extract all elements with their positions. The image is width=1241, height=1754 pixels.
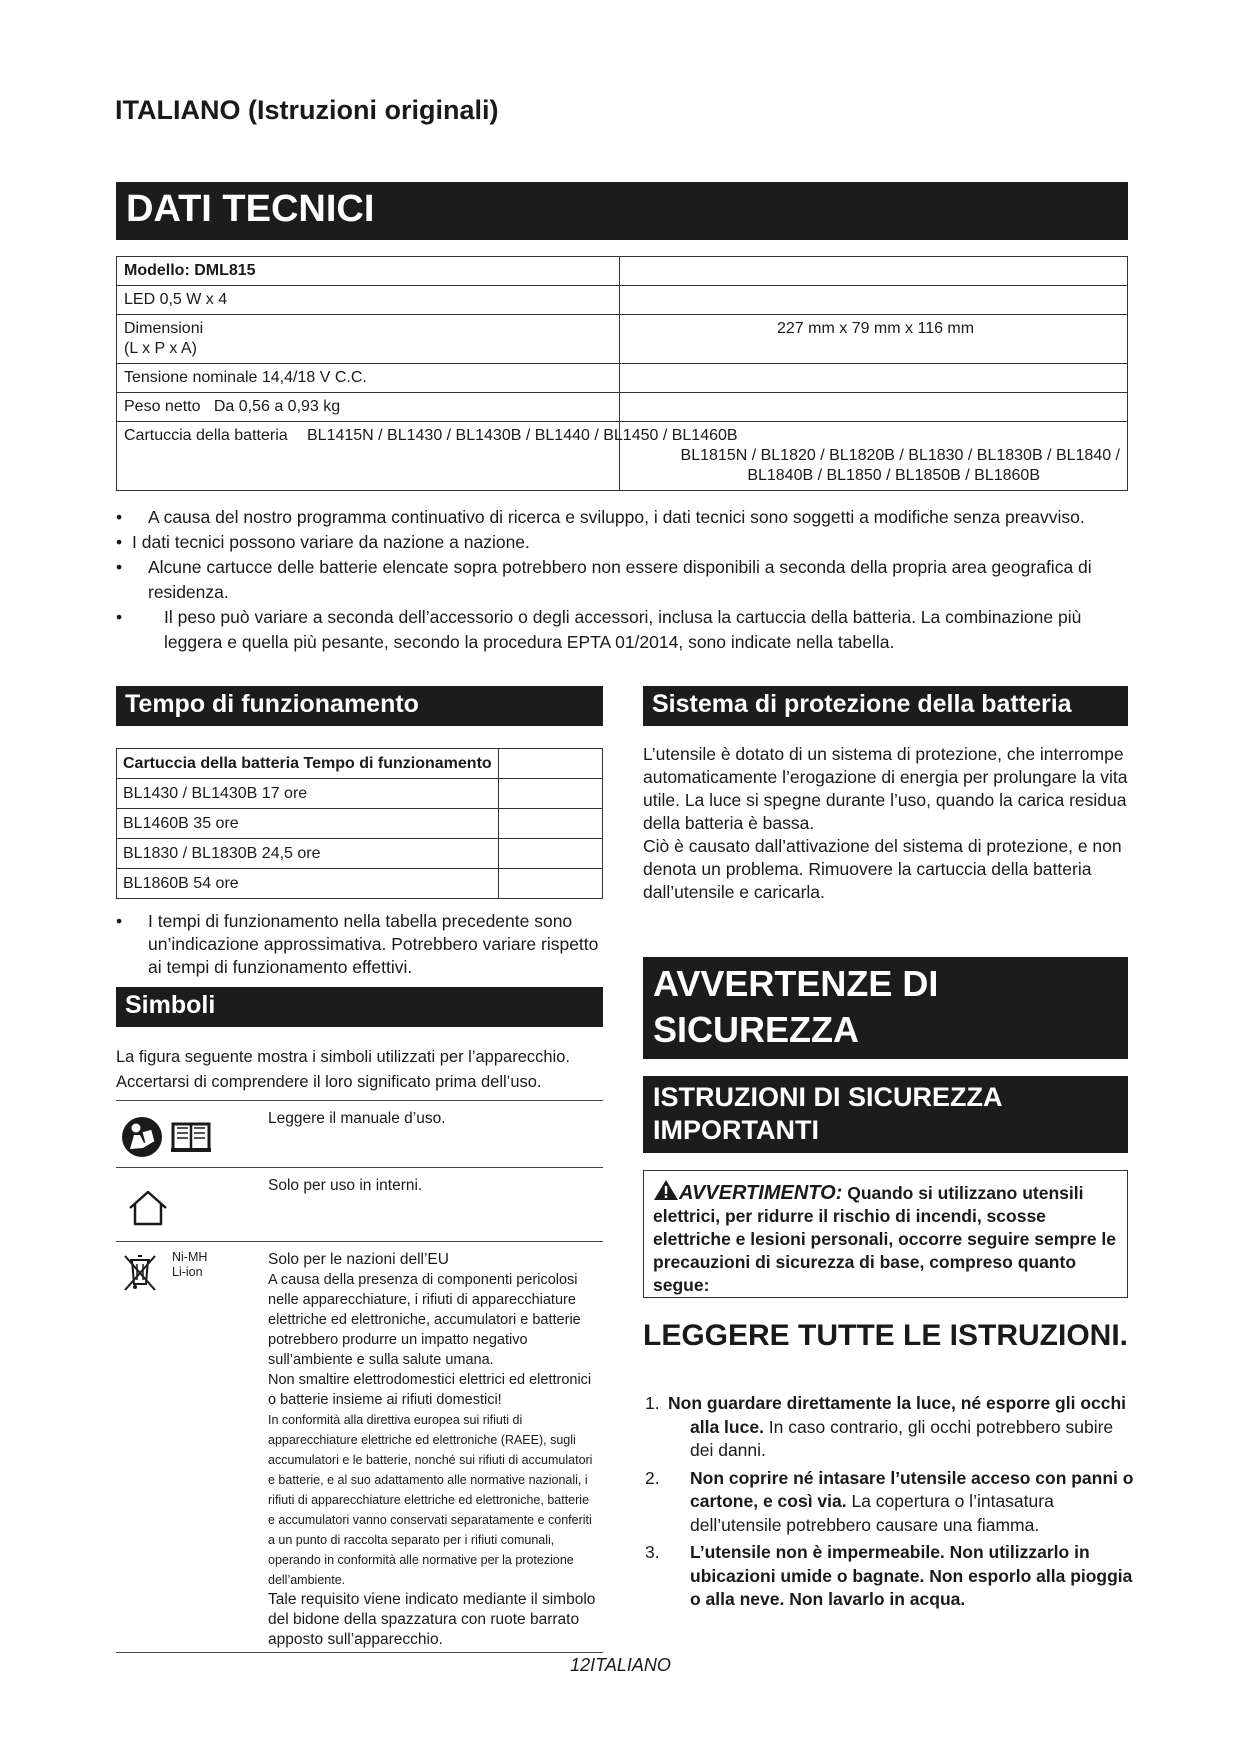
weight-label: Peso netto (124, 398, 201, 415)
runtime-heading: Tempo di funzionamento (116, 686, 603, 726)
chemistry-labels (172, 1250, 207, 1280)
specs-table (116, 256, 1128, 491)
warning-triangle-icon (653, 1179, 679, 1201)
runtime-value: 24,5 ore (261, 845, 321, 862)
house-indoor-icon (126, 1188, 170, 1228)
runtime-value: 35 ore (193, 815, 239, 832)
list-item (643, 1467, 1138, 1538)
runtime-cell (117, 869, 499, 899)
battery-line-3: BL1840B / BL1850 / BL1850B / BL1860B (747, 467, 1040, 484)
list-item (643, 1392, 1138, 1463)
symbol-icon-cell (116, 1242, 264, 1653)
item-rest: La copertura o l’intasatura dell’utensile potrebbero causare una fiamma. (690, 1491, 1054, 1535)
runtime-col1: Cartuccia della batteria (123, 755, 300, 772)
symbols-intro-line1: La figura seguente mostra i simboli utilizzati per l’apparecchio. (116, 1048, 570, 1066)
crossed-bin-icon (120, 1250, 160, 1294)
table-row (117, 393, 1128, 422)
table-row (117, 257, 1128, 286)
runtime-cell (117, 839, 499, 869)
warning-text: Quando si utilizzano utensili elettrici, per ridurre il rischio di incendi, scosse elettriche e lesioni personali, occorre seguire sempre le precauzioni di sicurezza di base, compreso quanto segue: (653, 1183, 1116, 1295)
liion-label: Li-ion (172, 1265, 203, 1279)
runtime-note: • I tempi di funzionamento nella tabella precedente sono un’indicazione approssimativa. Potrebbero variare rispetto ai tempi di funzionamento effettivi. (116, 910, 606, 979)
eu-text-2: Non smaltire elettrodomestici elettrici ed elettronici o batterie insieme ai rifiuti domestici! (268, 1372, 592, 1408)
symbols-heading: Simboli (116, 987, 603, 1027)
nimh-label: Ni-MH (172, 1250, 208, 1264)
battery-value-cell (307, 422, 1128, 491)
table-row (117, 422, 1128, 491)
empty-cell (498, 839, 602, 869)
eu-text-4: Tale requisito viene indicato mediante il simbolo del bidone della spazzatura con ruote barrato apposto sull’apparecchio. (268, 1591, 596, 1648)
battery-model: BL1460B (123, 815, 189, 832)
item-bold: Non guardare direttamente la luce, né esporre gli occhi alla luce. (668, 1393, 1127, 1437)
note-item: • Il peso può variare a seconda dell’accessorio o degli accessori, inclusa la cartuccia della batteria. La combinazione più leggera e quella più pesante, secondo la procedura EPTA 01/2014, sono indicate nella tabella. (116, 605, 1128, 655)
table-row (117, 839, 603, 869)
indoor-desc: Solo per uso in interni. (264, 1168, 603, 1242)
note-item: • Alcune cartucce delle batterie elencate sopra potrebbero non essere disponibili a seconda della propria area geografica di residenza. (116, 555, 1128, 605)
symbol-icon-cell (116, 1168, 264, 1242)
table-row (116, 1168, 603, 1242)
read-all-instructions: LEGGERE TUTTE LE ISTRUZIONI. (643, 1319, 1129, 1352)
led-cell: LED 0,5 W x 4 (117, 286, 620, 315)
dimensions-sublabel: (L x P x A) (124, 340, 197, 357)
dimensions-value: 227 mm x 79 mm x 116 mm (777, 320, 975, 337)
language-title: ITALIANO (Istruzioni originali) (115, 95, 499, 125)
table-row (117, 286, 1128, 315)
symbol-icon-cell (116, 1101, 264, 1168)
eu-title: Solo per le nazioni dell’EU (268, 1251, 449, 1268)
battery-line-2: BL1815N / BL1820 / BL1820B / BL1830 / BL1830B / BL1840 / (680, 447, 1120, 464)
battery-model: BL1430 / BL1430B (123, 785, 258, 802)
symbols-table (116, 1100, 603, 1653)
voltage-cell: Tensione nominale 14,4/18 V C.C. (117, 364, 620, 393)
warning-box (643, 1170, 1128, 1298)
list-item (643, 1541, 1138, 1612)
model-cell: Modello: DML815 (117, 257, 620, 286)
battery-protection-para1: L’utensile è dotato di un sistema di protezione, che interrompe automaticamente l’erogazione di energia per prolungare la vita utile. La luce si spegne durante l’uso, quando la carica residua della batteria è bassa. (643, 744, 1128, 833)
empty-cell (498, 749, 602, 779)
empty-cell (620, 257, 1128, 286)
runtime-table (116, 748, 603, 899)
table-row (116, 1242, 603, 1653)
table-row (116, 1101, 603, 1168)
dimensions-label: Dimensioni (124, 320, 204, 337)
page-footer: 12ITALIANO (570, 1655, 671, 1675)
battery-label: Cartuccia della batteria (124, 427, 288, 444)
book-icon (170, 1120, 212, 1154)
note-item: • A causa del nostro programma continuativo di ricerca e sviluppo, i dati tecnici sono soggetti a modifiche senza preavviso. (116, 505, 1128, 530)
item-number: 1. (645, 1393, 660, 1413)
runtime-col2: Tempo di funzionamento (303, 755, 492, 772)
symbols-intro-line2: Accertarsi di comprendere il loro significato prima dell’uso. (116, 1073, 542, 1091)
specs-banner: DATI TECNICI (116, 182, 1128, 240)
safety-warnings-banner: AVVERTENZE DI SICUREZZA (643, 957, 1128, 1059)
eu-text-1: A causa della presenza di componenti pericolosi nelle apparecchiature, i rifiuti di apparecchiature elettriche ed elettroniche, accumulatori e batterie potrebbero produrre un impatto negativo sull’ambiente e sulla salute umana. (268, 1272, 581, 1368)
runtime-value: 54 ore (193, 875, 239, 892)
empty-cell (620, 393, 1128, 422)
table-row (117, 869, 603, 899)
specs-notes (116, 505, 1128, 655)
table-row (117, 364, 1128, 393)
dimensions-value-cell (620, 315, 1128, 364)
manual-desc: Leggere il manuale d’uso. (264, 1101, 603, 1168)
battery-model: BL1860B (123, 875, 189, 892)
instructions-list (643, 1392, 1138, 1616)
eu-desc-cell (264, 1242, 603, 1653)
item-bold: Non coprire né intasare l’utensile acceso con panni o cartone, e così via. (690, 1467, 1134, 1511)
item-rest: In caso contrario, gli occhi potrebbero subire dei danni. (690, 1416, 1114, 1460)
weight-value: Da 0,56 a 0,93 kg (213, 398, 341, 415)
runtime-cell (117, 809, 499, 839)
empty-cell (498, 779, 602, 809)
battery-protection-para2: Ciò è causato dall’attivazione del sistema di protezione, e non denota un problema. Rimuovere la cartuccia della batteria dall’utensile e caricarla. (643, 836, 1122, 902)
weight-cell (117, 393, 620, 422)
battery-line-1: BL1415N / BL1430 / BL1430B / BL1440 / BL1450 / BL1460B (307, 427, 738, 444)
battery-protection-text (643, 743, 1138, 904)
empty-cell (620, 364, 1128, 393)
table-row (117, 809, 603, 839)
empty-cell (498, 809, 602, 839)
note-item: • I dati tecnici possono variare da nazione a nazione. (116, 530, 1128, 555)
dimensions-label-cell (117, 315, 620, 364)
runtime-value: 17 ore (261, 785, 308, 802)
table-row (117, 779, 603, 809)
table-row (117, 749, 603, 779)
table-row (117, 315, 1128, 364)
runtime-header-cell (117, 749, 499, 779)
read-manual-person-icon (120, 1115, 164, 1159)
warning-label: AVVERTIMENTO: (679, 1182, 843, 1204)
empty-cell (620, 286, 1128, 315)
item-bold: L’utensile non è impermeabile. Non utilizzarlo in ubicazioni umide o bagnate. Non esporlo alla pioggia o alla neve. Non lavarlo in acqua. (690, 1542, 1133, 1609)
battery-protection-heading: Sistema di protezione della batteria (643, 686, 1128, 726)
important-safety-banner: ISTRUZIONI DI SICUREZZA IMPORTANTI (643, 1076, 1128, 1153)
eu-text-3: In conformità alla direttiva europea sui rifiuti di apparecchiature elettriche ed elettroniche (RAEE), sugli accumulatori e le batterie, nonché sui rifiuti di accumulatori e batterie, e al suo adattamento alle normative nazionali, i rifiuti di apparecchiature elettriche ed elettroniche, batterie e accumulatori vanno conservati separatamente e conferiti a un punto di raccolta separato per i rifiuti comunali, operando in conformità alle normative per la protezione dell’ambiente. (268, 1413, 593, 1587)
runtime-cell (117, 779, 499, 809)
battery-model: BL1830 / BL1830B (123, 845, 258, 862)
item-number: 3. (645, 1542, 660, 1562)
empty-cell (498, 869, 602, 899)
symbols-intro (116, 1045, 616, 1095)
item-number: 2. (645, 1467, 660, 1488)
